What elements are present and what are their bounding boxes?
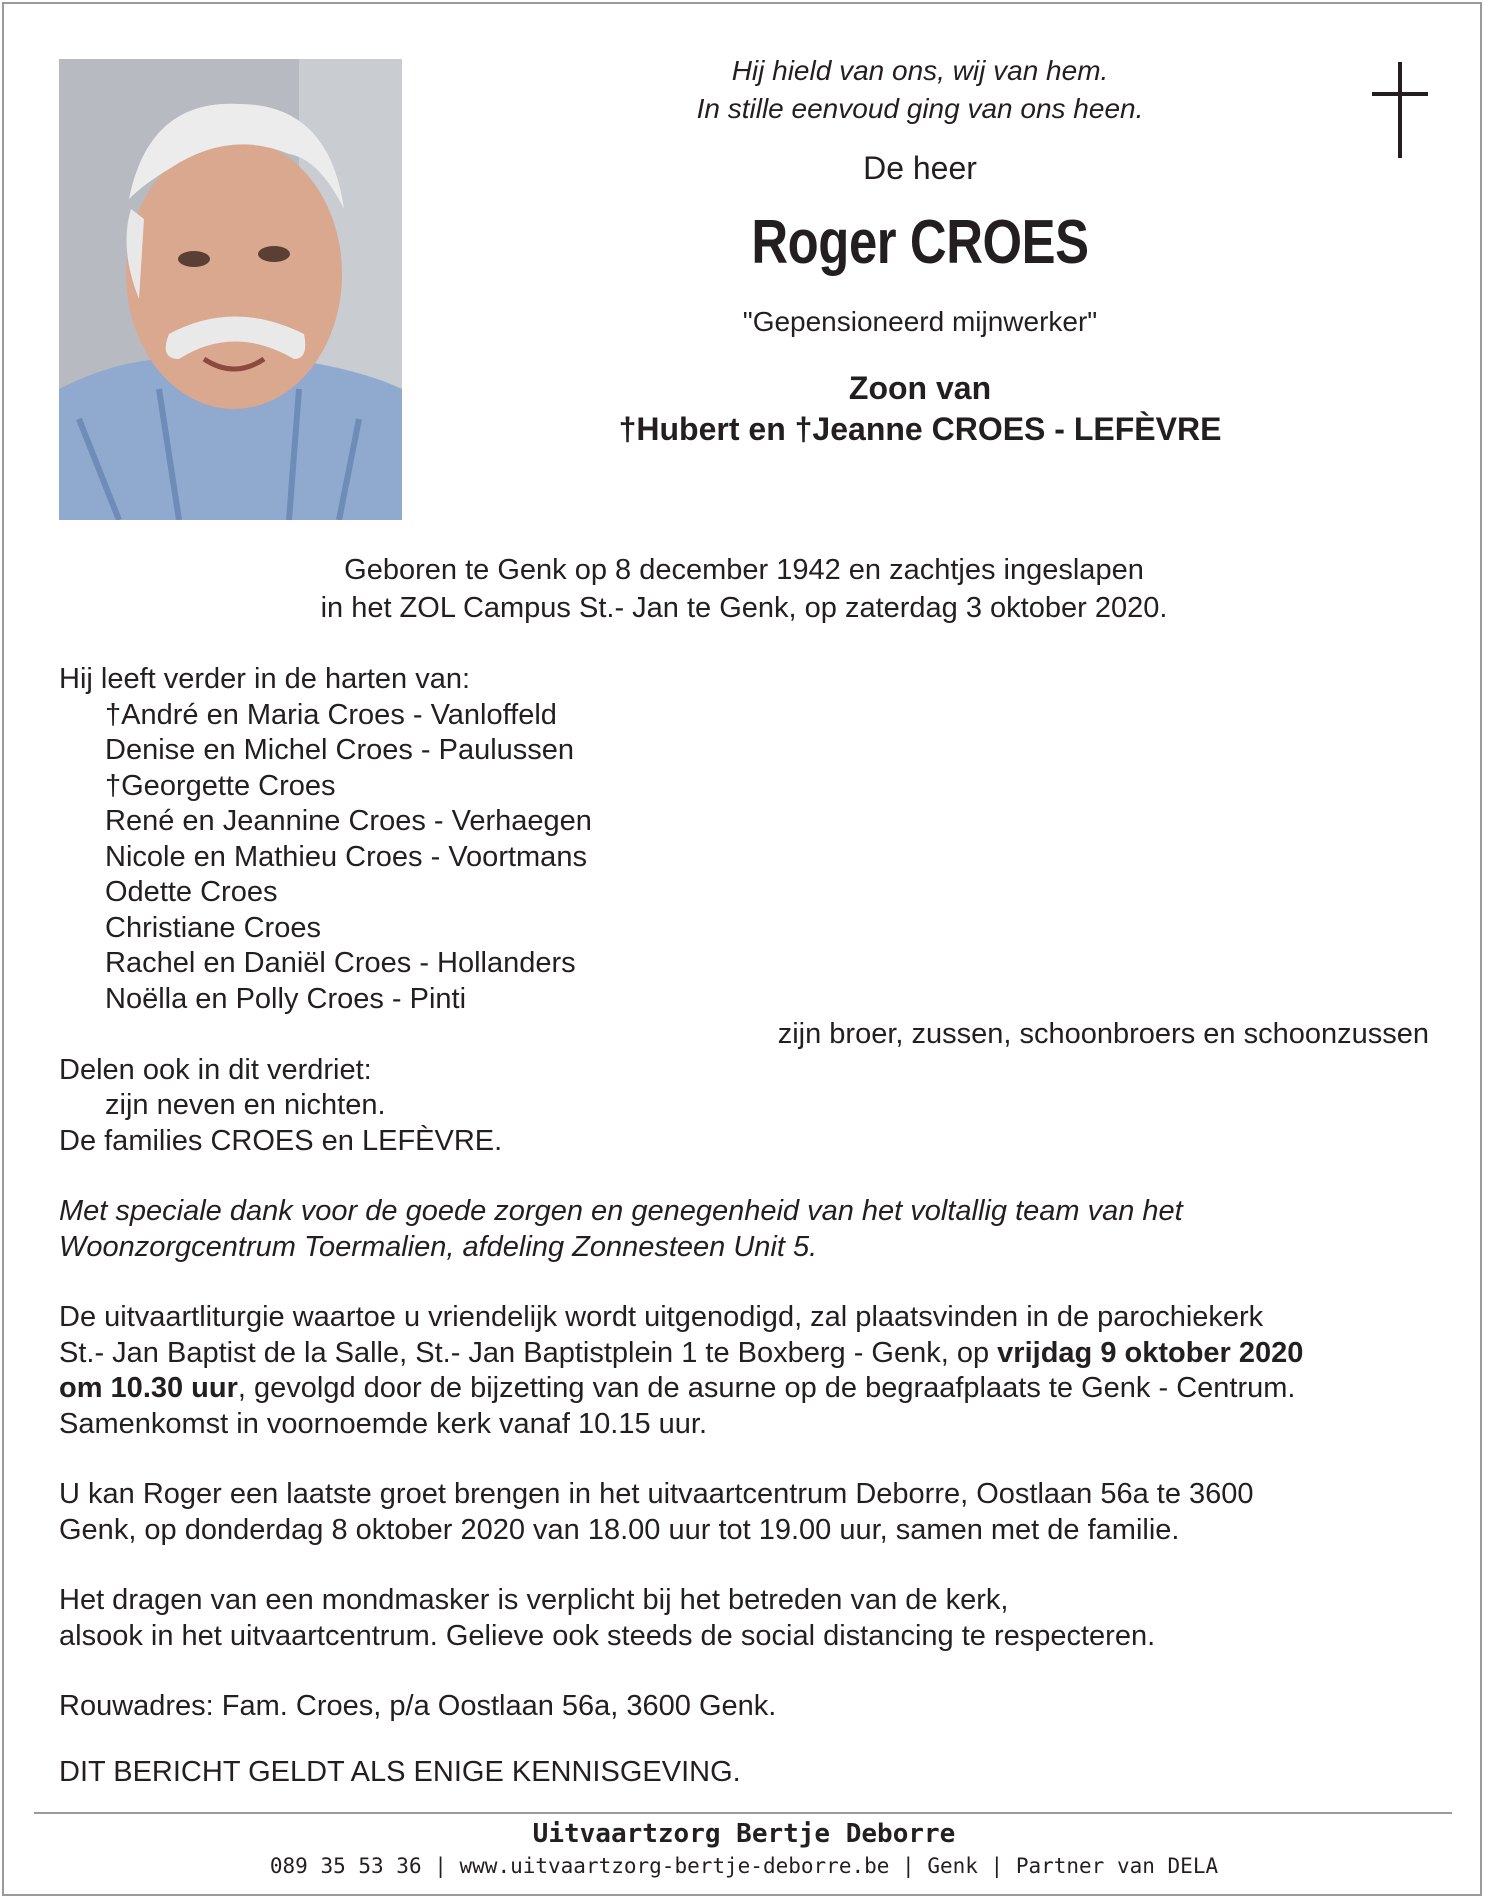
visitation-line-2: Genk, op donderdag 8 oktober 2020 van 18.00 uur tot 19.00 uur, samen met de familie.	[59, 1513, 1180, 1546]
survivor-name: Noëlla en Polly Croes - Pinti	[105, 982, 467, 1015]
funeral-date: vrijdag 9 oktober 2020	[997, 1336, 1304, 1369]
deceased-name: Roger CROES	[751, 208, 1089, 277]
footer-divider	[34, 1812, 1452, 1814]
portrait-image	[59, 59, 402, 520]
header-block	[480, 52, 1360, 450]
funeral-line-4: Samenkomst in voornoemde kerk vanaf 10.15 uur.	[59, 1407, 708, 1440]
survivor-name: †Georgette Croes	[105, 769, 336, 802]
funeral-line-2: St.- Jan Baptist de la Salle, St.- Jan Baptistplein 1 te Boxberg - Genk, op vrijdag 9 oktober 2020	[59, 1336, 1304, 1369]
funeral-time: om 10.30 uur	[59, 1372, 238, 1404]
birth-line-1: Geboren te Genk op 8 december 1942 en zachtjes ingeslapen	[344, 554, 1144, 586]
survivors-intro: Hij leeft verder in de harten van:	[59, 663, 471, 695]
survivor-name: Nicole en Mathieu Croes - Voortmans	[105, 840, 587, 873]
survivor-name: Rachel en Daniël Croes - Hollanders	[105, 947, 576, 979]
title-prefix: De heer	[863, 150, 977, 186]
parent-names: †Hubert en †Jeanne CROES - LEFÈVRE	[618, 411, 1222, 447]
thanks-line-2: Woonzorgcentrum Toermalien, afdeling Zonnesteen Unit 5.	[59, 1230, 818, 1263]
shared-line-1: zijn neven en nichten.	[105, 1089, 386, 1121]
verse-line-1: Hij hield van ons, wij van hem.	[731, 55, 1109, 86]
funeral-line-3: om 10.30 uur, gevolgd door de bijzetting van de asurne op de begraafplaats te Genk - Centrum.	[59, 1372, 1296, 1404]
occupation: "Gepensioneerd mijnwerker"	[742, 306, 1098, 337]
masks-line-1: Het dragen van een mondmasker is verplicht bij het betreden van de kerk,	[59, 1584, 1009, 1616]
body-text	[59, 662, 1429, 1790]
portrait-photo	[59, 59, 402, 520]
parent-heading: Zoon van	[848, 370, 992, 406]
survivor-name: Denise en Michel Croes - Paulussen	[105, 734, 575, 766]
birth-line-2: in het ZOL Campus St.- Jan te Genk, op zaterdag 3 oktober 2020.	[320, 592, 1168, 624]
masks-line-2: alsook in het uitvaartcentrum. Gelieve ook steeds de social distancing te respecteren.	[59, 1619, 1156, 1652]
mourning-address: Rouwadres: Fam. Croes, p/a Oostlaan 56a, 3600 Genk.	[59, 1690, 777, 1722]
funeral-line-1: De uitvaartliturgie waartoe u vriendelijk wordt uitgenodigd, zal plaatsvinden in de parochiekerk	[59, 1301, 1264, 1333]
shared-line-2: De families CROES en LEFÈVRE.	[59, 1124, 503, 1157]
survivor-name: Odette Croes	[105, 876, 278, 908]
visitation-line-1: U kan Roger een laatste groet brengen in het uitvaartcentrum Deborre, Oostlaan 56a te 3600	[59, 1478, 1254, 1510]
birth-block	[60, 551, 1428, 627]
survivor-name: René en Jeannine Croes - Verhaegen	[105, 805, 592, 837]
notice-line: DIT BERICHT GELDT ALS ENIGE KENNISGEVING.	[59, 1755, 741, 1788]
footer-contact: 089 35 53 36 | www.uitvaartzorg-bertje-deborre.be | Genk | Partner van DELA	[269, 1854, 1219, 1878]
survivor-name: †André en Maria Croes - Vanloffeld	[105, 698, 557, 731]
thanks-line-1: Met speciale dank voor de goede zorgen en genegenheid van het voltallig team van het	[59, 1195, 1183, 1227]
footer-company: Uitvaartzorg Bertje Deborre	[532, 1819, 956, 1849]
cross-icon	[1372, 62, 1428, 158]
verse-line-2: In stille eenvoud ging van ons heen.	[696, 93, 1144, 124]
survivor-name: Christiane Croes	[105, 911, 321, 944]
shared-intro: Delen ook in dit verdriet:	[59, 1053, 372, 1086]
survivors-relation: zijn broer, zussen, schoonbroers en schoonzussen	[777, 1018, 1429, 1050]
